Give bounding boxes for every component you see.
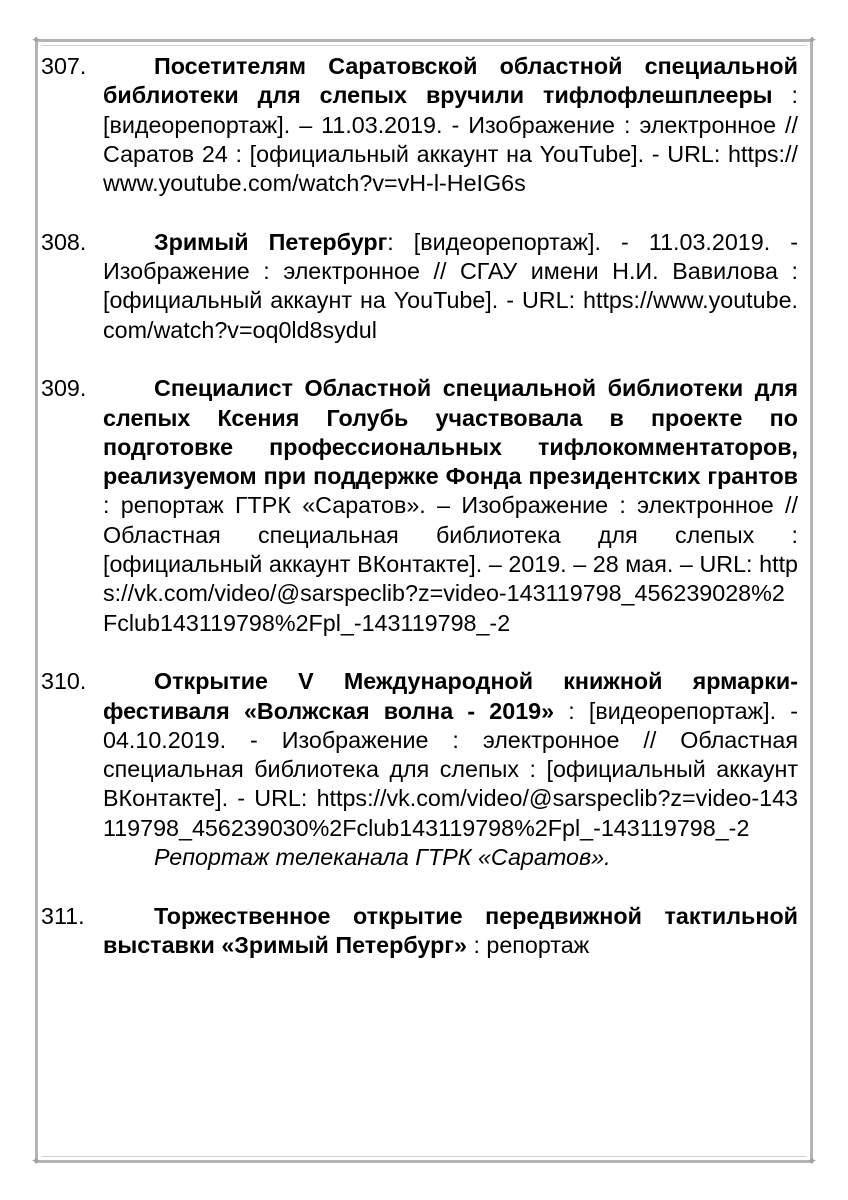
page-frame-top	[36, 39, 812, 42]
bibliography-entry	[41, 52, 798, 198]
entry-text	[103, 228, 798, 345]
entry-number: 310.	[41, 668, 87, 695]
entry-details: : [видеорепортаж]. - 11.03.2019. - Изображение : электронное // СГАУ имени Н.И. Вавилова : [официальный аккаунт на YouTube]. - URL:	[103, 228, 798, 314]
entry-url-link[interactable]: https://www.youtube.com/watch?v=oq0ld8sydul	[103, 287, 798, 343]
entry-details: : [видеорепортаж]. - 04.10.2019. - Изображение : электронное // Областная специальная библиотека для слепых : [официальный аккаунт ВКонтакте]. - URL:	[103, 697, 799, 812]
entry-details: : репортаж	[466, 931, 590, 958]
entry-number: 308.	[41, 228, 87, 255]
entry-url-link[interactable]: https://www.youtube.com/watch?v=vH-l-HeIG6s	[103, 140, 798, 197]
entry-title: Торжественное открытие передвижной тактильной выставки «Зримый Петербург»	[103, 902, 798, 958]
bibliography-list	[41, 52, 798, 990]
entry-details: : [видеорепортаж]. – 11.03.2019. - Изображение : электронное // Саратов 24 : [официальный аккаунт на YouTube]. - URL:	[103, 82, 798, 167]
page-frame-inner-top	[42, 45, 806, 46]
page-frame-inner-bottom	[42, 1156, 806, 1157]
entry-number: 307.	[41, 53, 87, 79]
bibliography-entry	[41, 374, 798, 638]
entry-title: Зримый Петербург	[154, 228, 388, 255]
frame-corner-ornament-icon: ✦	[806, 1154, 818, 1168]
entry-text	[103, 667, 798, 843]
bibliography-entry	[41, 667, 798, 872]
entry-title: Посетителям Саратовской областной специальной библиотеки для слепых вручили тифлофлешплееры	[103, 53, 798, 109]
entry-text	[103, 52, 798, 198]
entry-note: Репортаж телеканала ГТРК «Саратов».	[154, 844, 611, 871]
entry-text	[103, 374, 798, 638]
page-frame-left	[35, 39, 38, 1163]
frame-corner-ornament-icon: ✦	[30, 33, 42, 47]
entry-url-link[interactable]: https://vk.com/video/@sarspeclib?z=video-143119798_456239028%2Fclub143119798%2Fpl_-143119798_-2	[103, 551, 798, 636]
bibliography-entry	[41, 902, 798, 961]
entry-url-link[interactable]: https://vk.com/video/@sarspeclib?z=video-143119798_456239030%2Fclub143119798%2Fpl_-143119798_-2	[103, 785, 798, 841]
entry-text	[103, 902, 798, 961]
frame-corner-ornament-icon: ✦	[30, 1154, 42, 1168]
entry-number: 311.	[41, 902, 85, 929]
page-frame-bottom	[36, 1160, 812, 1163]
entry-number: 309.	[41, 375, 87, 402]
page-frame-right	[810, 39, 813, 1163]
entry-details: : репортаж ГТРК «Саратов». – Изображение : электронное // Областная специальная библиотека для слепых : [официальный аккаунт ВКонтакте]. – 2019. – 28 мая. – URL:	[103, 492, 798, 578]
entry-title: Открытие V Международной книжной ярмарки-фестиваля «Волжская волна - 2019»	[103, 668, 798, 724]
frame-corner-ornament-icon: ✦	[806, 33, 818, 47]
bibliography-entry	[41, 228, 798, 345]
entry-title: Специалист Областной специальной библиотеки для слепых Ксения Голубь участвовала в проекте по подготовке профессиональных тифлокомментаторов, реализуемом при поддержке Фонда президентских грантов	[103, 375, 798, 490]
